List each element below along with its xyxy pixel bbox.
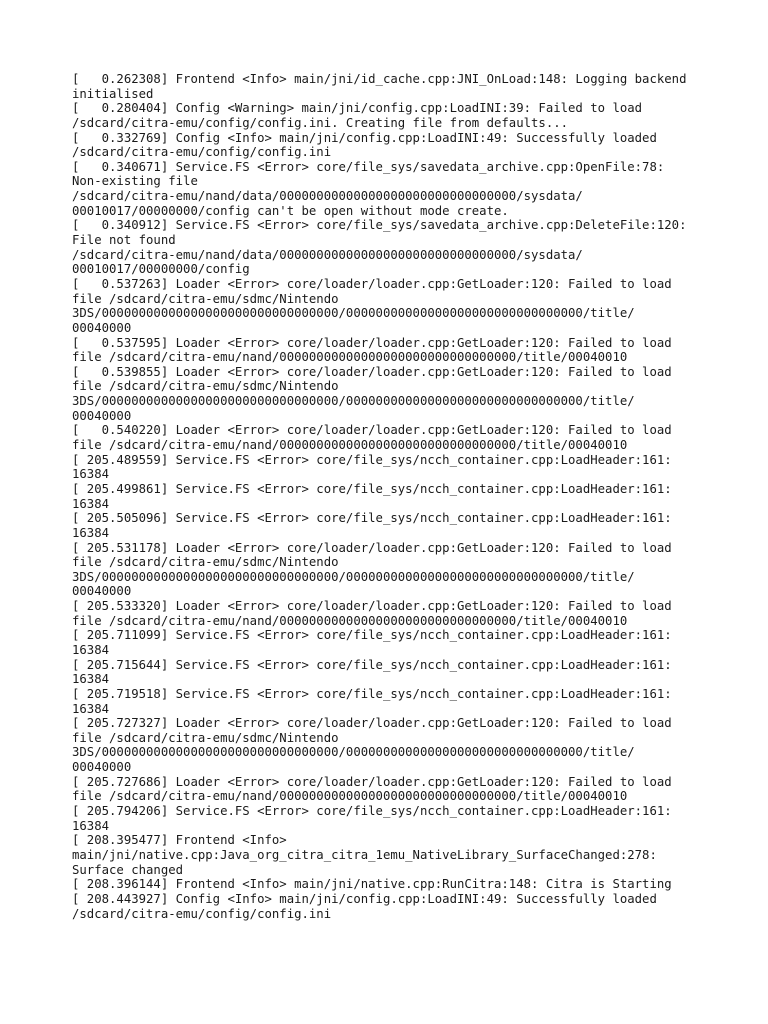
log-line: [ 0.340912] Service.FS <Error> core/file_sys/savedata_archive.cpp:DeleteFile:120: [72,218,687,233]
log-line: file /sdcard/citra-emu/nand/00000000000000000000000000000000/title/00040010 [72,350,628,365]
log-line: 3DS/00000000000000000000000000000000/00000000000000000000000000000000/title/ [72,306,635,321]
log-line: [ 205.727327] Loader <Error> core/loader/loader.cpp:GetLoader:120: Failed to load [72,716,672,731]
log-line: [ 0.332769] Config <Info> main/jni/config.cpp:LoadINI:49: Successfully loaded [72,130,657,145]
log-line: 16384 [72,467,110,482]
log-line: file /sdcard/citra-emu/sdmc/Nintendo [72,730,339,745]
log-line: file /sdcard/citra-emu/nand/00000000000000000000000000000000/title/00040010 [72,613,628,628]
log-line: 00010017/00000000/config [72,262,250,277]
log-line: initialised [72,86,154,101]
log-line: 16384 [72,701,110,716]
log-line: [ 208.443927] Config <Info> main/jni/config.cpp:LoadINI:49: Successfully loaded [72,891,657,906]
log-line: [ 205.715644] Service.FS <Error> core/file_sys/ncch_container.cpp:LoadHeader:161: [72,657,672,672]
log-line: 3DS/00000000000000000000000000000000/00000000000000000000000000000000/title/ [72,569,635,584]
log-line: /sdcard/citra-emu/config/config.ini [72,906,332,921]
log-line: [ 205.794206] Service.FS <Error> core/file_sys/ncch_container.cpp:LoadHeader:161: [72,804,672,819]
log-line: [ 208.396144] Frontend <Info> main/jni/native.cpp:RunCitra:148: Citra is Starting [72,877,672,892]
log-line: 16384 [72,642,110,657]
log-line: [ 0.340671] Service.FS <Error> core/file_sys/savedata_archive.cpp:OpenFile:78: [72,159,665,174]
log-line: Surface changed [72,862,184,877]
log-output [72,72,712,921]
log-line: [ 205.711099] Service.FS <Error> core/file_sys/ncch_container.cpp:LoadHeader:161: [72,628,672,643]
log-line: 3DS/00000000000000000000000000000000/00000000000000000000000000000000/title/ [72,745,635,760]
log-line: 16384 [72,672,110,687]
log-line: Non-existing file [72,174,198,189]
log-line: [ 205.719518] Service.FS <Error> core/file_sys/ncch_container.cpp:LoadHeader:161: [72,686,672,701]
log-line: [ 0.262308] Frontend <Info> main/jni/id_cache.cpp:JNI_OnLoad:148: Logging backend [72,72,687,86]
log-line: [ 0.540220] Loader <Error> core/loader/loader.cpp:GetLoader:120: Failed to load [72,423,672,438]
log-line: [ 0.539855] Loader <Error> core/loader/loader.cpp:GetLoader:120: Failed to load [72,364,672,379]
log-line: [ 205.531178] Loader <Error> core/loader/loader.cpp:GetLoader:120: Failed to load [72,540,672,555]
log-line: [ 208.395477] Frontend <Info> [72,833,287,848]
log-line: [ 205.499861] Service.FS <Error> core/file_sys/ncch_container.cpp:LoadHeader:161: [72,481,672,496]
log-line: /sdcard/citra-emu/nand/data/00000000000000000000000000000000/sysdata/ [72,247,583,262]
log-line: [ 0.280404] Config <Warning> main/jni/config.cpp:LoadINI:39: Failed to load [72,101,643,116]
log-line: file /sdcard/citra-emu/sdmc/Nintendo [72,291,339,306]
log-line: /sdcard/citra-emu/config/config.ini [72,145,332,160]
log-line: file /sdcard/citra-emu/nand/00000000000000000000000000000000/title/00040010 [72,789,628,804]
log-line: main/jni/native.cpp:Java_org_citra_citra_1emu_NativeLibrary_SurfaceChanged:278: [72,847,657,862]
log-line: 00040000 [72,584,132,599]
log-line: 00040000 [72,320,132,335]
log-line: /sdcard/citra-emu/config/config.ini. Creating file from defaults... [72,115,569,130]
log-line: [ 205.533320] Loader <Error> core/loader/loader.cpp:GetLoader:120: Failed to load [72,599,672,614]
log-line: File not found [72,233,176,248]
log-line: 16384 [72,818,110,833]
log-line: 16384 [72,525,110,540]
log-line: [ 205.505096] Service.FS <Error> core/file_sys/ncch_container.cpp:LoadHeader:161: [72,511,672,526]
log-line: 00040000 [72,408,132,423]
log-line: file /sdcard/citra-emu/nand/00000000000000000000000000000000/title/00040010 [72,438,628,453]
log-line: [ 0.537263] Loader <Error> core/loader/loader.cpp:GetLoader:120: Failed to load [72,276,672,291]
log-line: 3DS/00000000000000000000000000000000/00000000000000000000000000000000/title/ [72,394,635,409]
log-line: 00010017/00000000/config can't be open without mode create. [72,203,509,218]
log-line: file /sdcard/citra-emu/sdmc/Nintendo [72,379,339,394]
log-line: 00040000 [72,760,132,775]
log-line: [ 0.537595] Loader <Error> core/loader/loader.cpp:GetLoader:120: Failed to load [72,335,672,350]
log-line: [ 205.489559] Service.FS <Error> core/file_sys/ncch_container.cpp:LoadHeader:161: [72,452,672,467]
log-line: 16384 [72,496,110,511]
log-line: /sdcard/citra-emu/nand/data/00000000000000000000000000000000/sysdata/ [72,189,583,204]
log-line: [ 205.727686] Loader <Error> core/loader/loader.cpp:GetLoader:120: Failed to load [72,774,672,789]
log-line: file /sdcard/citra-emu/sdmc/Nintendo [72,555,339,570]
